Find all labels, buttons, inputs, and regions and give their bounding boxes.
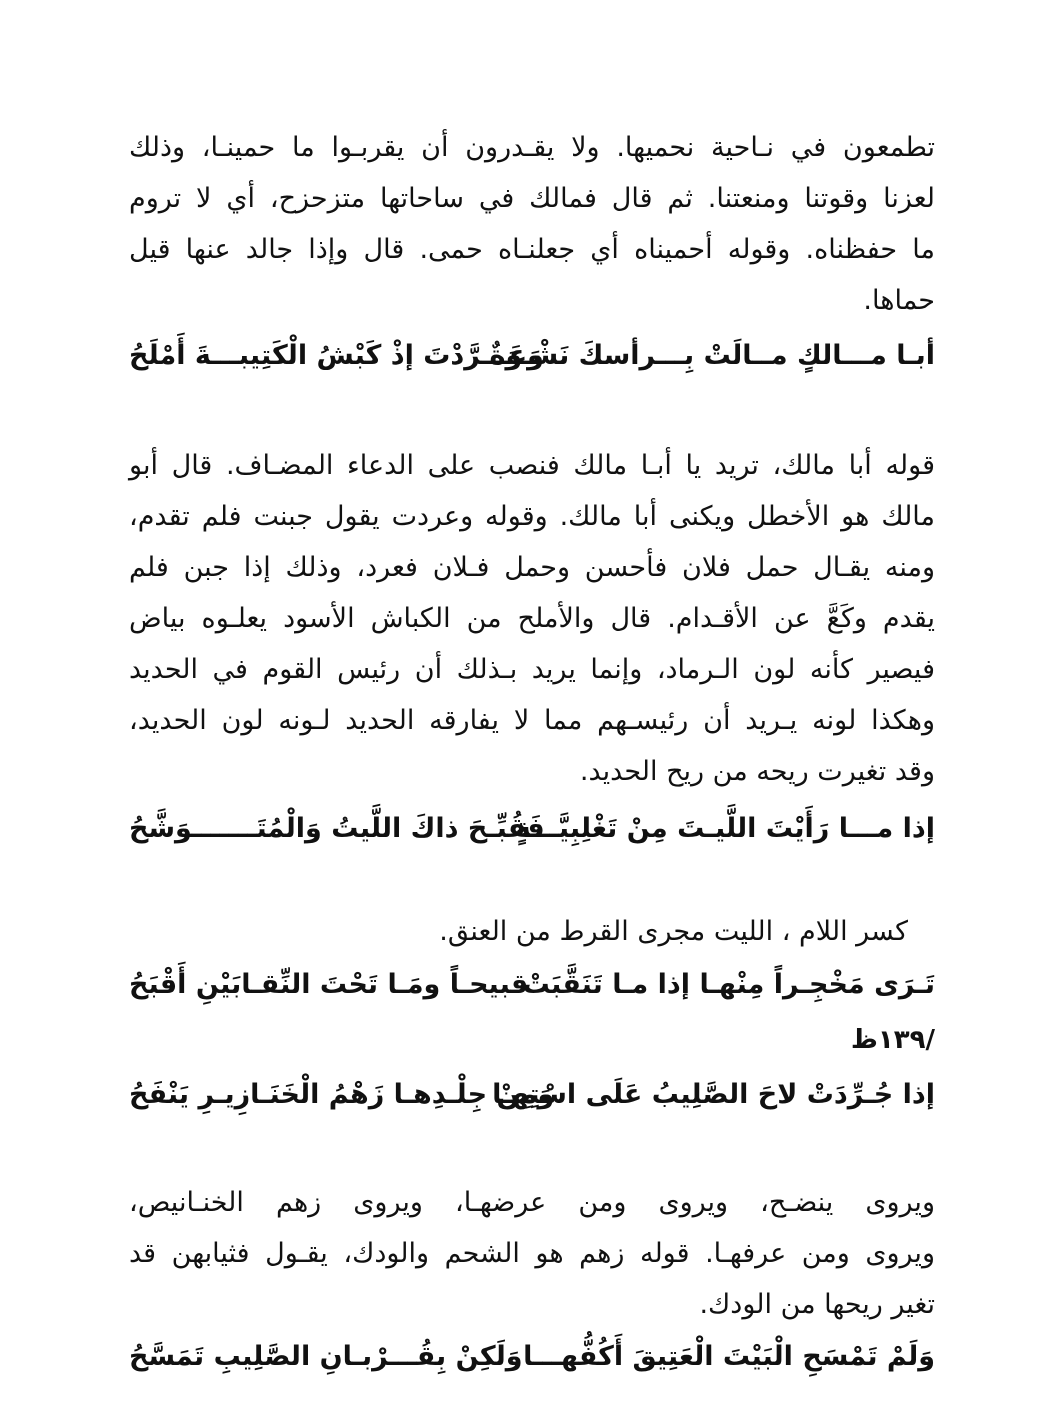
text-line: ويروى ومن عرفهـا. قوله زهم هو الشحم والودك، يقـول فثيابهن قد <box>129 1238 935 1269</box>
text-line: ما حفظناه. وقوله أحميناه أي جعلنـاه حمى. قال وإذا جالد عنها قيل <box>129 234 935 265</box>
verse-second-hemistich: وَعَـــرَّدْتَ إذْ كَبْشُ الْكَتِيبـــةَ أَمْلَحُ <box>129 340 544 371</box>
text-line: ويروى ينضـح، ويروى ومن عرضهـا، ويروى زهم الخنـانيص، <box>129 1187 935 1218</box>
text-line: مالك هو الأخطل ويكنى أبا مالك. وقوله وعردت يقول جبنت فلم تقدم، <box>129 501 935 532</box>
verse-line-5 <box>129 1330 935 1384</box>
text-line: لعزنا وقوتنا ومنعتنا. ثم قال فمالك في ساحاتها متزحزح، أي لا تروم <box>129 183 935 214</box>
text-line: ومنه يقـال حمل فلان فأحسن وحمل فـلان فعرد، وذلك إذا جبن فلم <box>129 552 935 583</box>
verse-line-3 <box>129 958 935 1012</box>
text-line: كسر اللام ، الليت مجرى القرط من العنق. <box>439 916 908 947</box>
text-line: وقد تغيرت ريحه من ريح الحديد. <box>579 756 935 787</box>
commentary-paragraph-2 <box>129 440 935 797</box>
text-line: حماها. <box>863 285 935 316</box>
verse-second-hemistich: فَقُبِّـحَ ذاكَ اللَّيتُ وَالْمُتَـــــــوَشَّحُ <box>129 813 545 844</box>
verse-first-hemistich: أبـا مـــالكٍ مــالَتْ بِـــرأسكَ نَشْـوَةٌ <box>489 340 935 371</box>
verse-first-hemistich: وَلَمْ تَمْسَحِ الْبَيْتَ الْعَتِيقَ أَكُفُّهـــا <box>523 1341 935 1372</box>
verse-line-4 <box>129 1068 935 1122</box>
verse-line-2 <box>129 802 935 856</box>
text-line: وهكذا لونه يـريد أن رئيسـهم مما لا يفارقه الحديد لـونه لون الحديد، <box>129 705 935 736</box>
text-line: تغير ريحها من الودك. <box>699 1289 935 1320</box>
text-line: قوله أبا مالك، تريد يا أبـا مالك فنصب على الدعاء المضـاف. قال أبو <box>129 450 935 481</box>
commentary-paragraph-1 <box>129 122 935 326</box>
folio-marker: /١٣٩ظ <box>850 1025 935 1055</box>
commentary-paragraph-4 <box>129 1177 935 1330</box>
verse-second-hemistich: وَلَكِنْ بِقُـــرْبـانِ الصَّلِيبِ تَمَسَّحُ <box>129 1341 523 1372</box>
text-line: فيصير كأنه لون الـرماد، وإنما يريد بـذلك أن رئيس القوم في الحديد <box>129 654 935 685</box>
text-line: يقدم وكَعَّ عن الأقـدام. قال والأملح من الكباش الأسود يعلـوه بياض <box>129 603 935 634</box>
verse-first-hemistich: تَـرَى مَخْجِـراً مِنْهـا إذا مـا تَنَقَّبَتْ <box>522 969 935 1000</box>
commentary-paragraph-3 <box>129 906 908 957</box>
verse-second-hemistich: قبيحـاً ومَـا تَحْتَ النِّقـابَيْنِ أَقْبَحُ <box>129 969 529 1000</box>
text-line: تطمعون في نـاحية نحميها. ولا يقـدرون أن يقربـوا ما حمينـا، وذلك <box>129 132 935 163</box>
verse-first-hemistich: إذا مـــا رَأَيْتَ اللَّيـتَ مِنْ تَغْلِبِيَّـــةٍ <box>514 813 935 844</box>
verse-first-hemistich: إذا جُـرِّدَتْ لاحَ الصَّلِيبُ عَلَى اسْتِهـا <box>492 1079 935 1110</box>
verse-line-1 <box>129 329 935 383</box>
verse-second-hemistich: وَمِنْ جِلْـدِهـا زَهْمُ الْخَنَـازِيـرِ يَنْفَحُ <box>129 1079 555 1110</box>
